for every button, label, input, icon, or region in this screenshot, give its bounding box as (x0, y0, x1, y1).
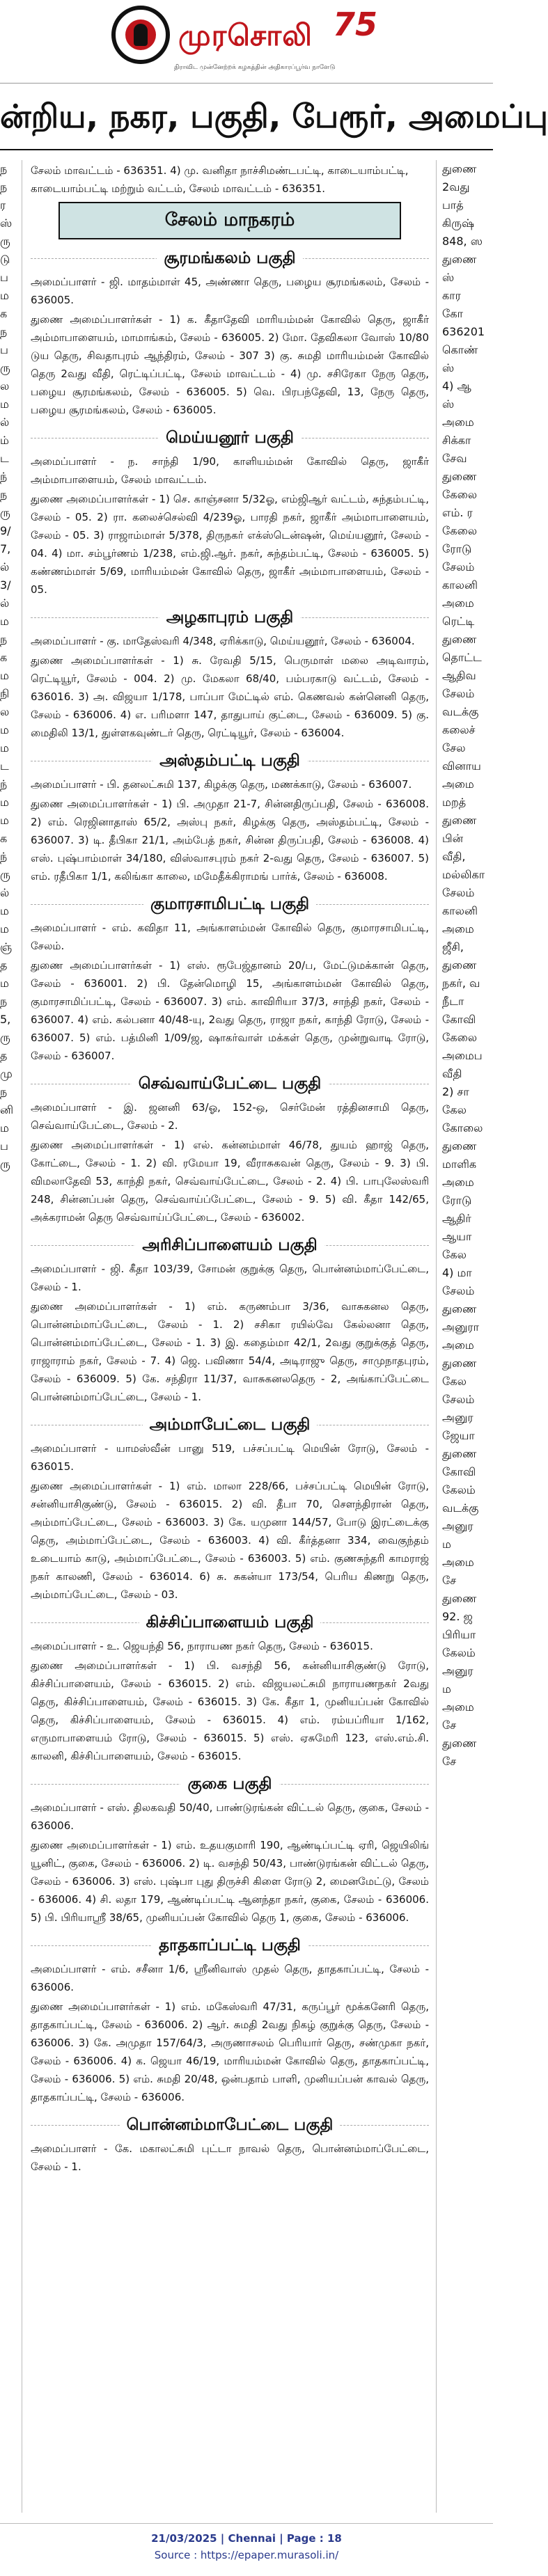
right-column-fragment: 848, ஸ (442, 235, 483, 248)
section-heading (31, 1413, 429, 1437)
right-column-fragment: சே (442, 1755, 457, 1768)
left-column-fragment: ஸ் (0, 216, 13, 230)
left-column-fragment: த (0, 958, 8, 972)
convenor-paragraph: அமைப்பாளர் - ஜி. மாதம்மாள் 45, அண்ணா தெரு, பழைய சூரமங்கலம், சேலம் - 636005. (31, 276, 429, 306)
section-title: மெய்யனூர் பகுதி (159, 429, 301, 447)
left-column-fragment: ம (0, 1121, 9, 1135)
right-column-fragment: சேலம் (442, 1284, 475, 1297)
right-column-fragment: 2) சா (442, 1085, 469, 1098)
edition-info: 21/03/2025 | Chennai | Page : 18 (151, 2532, 342, 2545)
right-column-fragment: துணை (442, 1447, 477, 1460)
left-column-fragment: ந (0, 162, 8, 175)
left-column-fragment: 5, (0, 1013, 11, 1026)
left-column-fragment: ம (0, 814, 9, 827)
section-heading (31, 2113, 429, 2137)
right-column-fragment: துணை (442, 1302, 477, 1315)
left-column-fragment: ரு (0, 1031, 10, 1044)
sections-list (31, 246, 429, 2176)
right-column-fragment: 2வது (442, 180, 470, 193)
right-column-fragment: கோவி (442, 1465, 476, 1478)
right-column-fragment: அமை (442, 1176, 474, 1189)
section-title: செவ்வாய்பேட்டை பகுதி (132, 1075, 329, 1093)
left-column-fragment: க (0, 307, 8, 320)
left-column-fragment: ல் (0, 886, 10, 899)
right-column-fragment: காலனி (442, 904, 478, 917)
right-column-fragment: காலனி (442, 578, 478, 592)
left-column-fragment: ரு (0, 868, 10, 881)
left-column-fragment: ம (0, 741, 9, 754)
convenor-paragraph: அமைப்பாளர் - ந. சாந்தி 1/90, காளியம்மன் கோவில் தெரு, ஜாகீர் அம்மாபாளையம், சேலம் மாவட்டம். (31, 455, 429, 486)
section-heading (31, 749, 429, 773)
left-column-fragment: த (0, 1049, 8, 1062)
right-column-fragment: ஆதிவ (442, 669, 476, 682)
left-column-fragment: ந (0, 488, 8, 501)
right-column-fragment: பிரியா (442, 1628, 476, 1641)
left-column-fragment: ல (0, 379, 10, 393)
left-column-fragment: ந (0, 1085, 8, 1098)
right-column-fragment: அமைப (442, 1049, 483, 1062)
deputy-convenors-paragraph: துணை அமைப்பாளர்கள் - 1) எம். மகேஸ்வரி 47/31, கருப்பூர் மூக்கனேரி தெரு, தாதகாப்பட்டி, சேலம் - 636006. 2) ஆர். சுமதி 2வது நிகழ் குறுக்கு தெரு, சேலம் - 636006. 3) கே. அமுதா 157/64/3, அருணாசலம் பெரியார் தெரு, சண்முகா நகர், சேலம் - 636006. 4) க. ஜெயா 46/19, மாரியம்மன் கோவில் தெரு, தாதகாப்பட்டி, சேலம் - 636006. 5) எம். சுமதி 20/48, ஒன்பதாம் பாளி, முனியப்பன் காவல் தெரு, தாதகாப்பட்டி, சேலம் - 636006. (31, 2000, 429, 2103)
left-adjacent-column (0, 160, 22, 2513)
masthead (0, 0, 493, 84)
right-column-fragment: பின் (442, 832, 464, 845)
convenor-paragraph: அமைப்பாளர் - எம். கவிதா 11, அங்காளம்மன் கோவில் தெரு, குமாரசாமிபட்டி, சேலம். (31, 922, 429, 952)
deputy-convenors-paragraph: துணை அமைப்பாளர்கள் - 1) எஸ். ரூபேஜ்தானம் 20/ப, மேட்டுமக்கான் தெரு, சேலம் - 636001. 2) பி. தேன்மொழி 15, அங்காளம்மன் கோவில் தெரு, குமாரசாமிப்பட்டி, சேலம் - 636007. 3) எம். காவிரியா 37/3, சாந்தி நகர், சேலம் - 636007. 4) எம். கல்பனா 40/48-யு, 2வது தெரு, ராஜா நகர், காந்தி ரோடு, சேலம் - 636007. 5) எம். பத்மினி 1/09/ஜ, ஷாகர்வாள் மக்கள் தெரு, முன்றுவாடி ரோடு, சேலம் - 636007. (31, 959, 429, 1062)
left-column-fragment: ல் (0, 416, 10, 429)
right-column-fragment: அனுர (442, 1664, 473, 1677)
convenor-paragraph: அமைப்பாளர் - உ. ஜெயந்தி 56, நாராயண நகர் தெரு, சேலம் - 636015. (31, 1640, 373, 1652)
left-column-fragment: ந (0, 180, 8, 193)
left-column-fragment: மு (0, 1067, 13, 1080)
left-column-fragment: ப (0, 343, 8, 356)
right-column-fragment: அனுர (442, 1519, 473, 1533)
left-column-fragment: ப (0, 1139, 8, 1153)
right-column-fragment: ரோடு (442, 1194, 472, 1207)
section-title: குகை பகுதி (180, 1775, 279, 1793)
left-column-fragment: டு (0, 253, 10, 266)
left-column-fragment: ம (0, 977, 9, 990)
section-heading (31, 1934, 429, 1957)
right-column-fragment: அமை (442, 1700, 474, 1714)
right-column-fragment: அனுர (442, 1411, 473, 1424)
right-column-fragment: துணை (442, 1592, 477, 1605)
tagline: திராவிட முன்னேற்றக் கழகத்தின் அதிகாரப்பூர்வ நாளேடு (174, 64, 336, 71)
convenor-paragraph: அமைப்பாளர் - எம். சசீனா 1/6, ஸ்ரீனிவாஸ் முதல் தெரு, தாதகாப்பட்டி, சேலம் - 636006. (31, 1963, 429, 1993)
right-column-fragment: துணை (442, 633, 477, 646)
deputy-convenors-paragraph: துணை அமைப்பாளர்கள் - 1) எம். மாலா 228/66, பச்சப்பட்டி மெயின் ரோடு, சன்னியாசிகுண்டு, சேலம் - 636015. 2) வி. தீபா 70, சௌந்திரான் தெரு, அம்மாப்பேட்டை, சேலம் - 636003. 3) கே. யமுனா 144/57, போடு இரட்டைக்கு தெரு, அம்மாப்பேட்டை, சேலம் - 636003. 4) வி. கீர்த்தனா 334, வைகுந்தம் உடையாம் காடு, அம்மாப்பேட்டை, சேலம் - 636003. 5) எம். குணசுந்தரி காமராஜ் நகர் காலணி, சேலம் - 636014. 6) சு. சுகன்யா 173/54, பெரிய கிணறு தெரு, அம்மாப்பேட்டை, சேலம் - 03. (31, 1480, 429, 1601)
right-column-fragment: ஆயா (442, 1230, 472, 1243)
section-heading (31, 1233, 429, 1257)
right-column-fragment: கோ (442, 307, 463, 320)
right-column-fragment: ரெட்டி (442, 615, 475, 628)
left-column-fragment: ட (0, 452, 9, 465)
right-column-fragment: கேலை (442, 524, 478, 537)
left-column-fragment: ம் (0, 434, 9, 447)
right-adjacent-column (436, 160, 493, 2513)
deputy-convenors-paragraph: துணை அமைப்பாளர்கள் - 1) பி. வசந்தி 56, கன்னியாசிகுண்டு ரோடு, கிச்சிப்பாளையம், சேலம் - 636015. 2) எம். விஜயலட்சுமி நாராயணநகர் 2வது தெரு, கிச்சிப்பாளையம், சேலம் - 636015. 3) கே. கீதா 1, முனியப்பன் கோவில் தெரு, கிச்சிப்பாளையம், சேலம் - 636015. 4) எம். ரம்யப்ரியா 1/162, எருமாபாளையம் ரோடு, சேலம் - 636015. 5) எஸ். ஏசுமேரி 123, எஸ்.எம்.சி. காலனி, கிச்சிப்பாளையம், சேலம் - 636015. (31, 1659, 429, 1762)
right-column-fragment: வீதி, (442, 850, 466, 863)
left-column-fragment: நி (0, 687, 10, 700)
left-column-fragment: ர (0, 198, 6, 212)
right-column-fragment: துணை (442, 162, 477, 175)
district-heading: சேலம் மாநகரம் (58, 202, 401, 239)
right-column-fragment: வடக்கு (442, 705, 479, 718)
party-emblem-icon (111, 6, 170, 64)
left-column-fragment: ரு (0, 1157, 10, 1171)
left-column-fragment: ம (0, 904, 9, 917)
section-heading (31, 1072, 429, 1096)
left-column-fragment: ரு (0, 361, 10, 374)
right-column-fragment: வீதி (442, 1067, 462, 1080)
right-column-fragment: நகர், வ (442, 977, 480, 990)
right-column-fragment: நீடா (442, 995, 464, 1008)
left-column-fragment: ந (0, 633, 8, 646)
section-title: சூரமங்கலம் பகுதி (157, 249, 302, 267)
deputy-convenors-paragraph: துணை அமைப்பாளர்கள் - 1) க. கீதாதேவி மாரியம்மன் கோவில் தெரு, ஜாகீர் அம்மாபாளையம், மாமாங்கம், சேலம் - 636005. 2) மோ. தேவிகலா வோஸ் 10/80 டுய தெரு, சிவதாபுரம் ஆந்திரம், சேலம் - 307 3) கு. சுமதி மாரியம்மன் கோவில் தெரு 2வது வீதி, ரெட்டிப்பட்டி, சேலம் மாவட்டம் - 4) மு. சசிரேகா நேரு தெரு, பழைய சூரமங்கலம், சேலம் - 636005. 5) வெ. பிரபந்தேவி, 13, நேரு தெரு, பழைய சூரமங்கலம், சேலம் - 636005. (31, 313, 429, 416)
right-column-fragment: அமை (442, 777, 474, 791)
right-column-fragment: கொண் (442, 343, 478, 356)
right-column-fragment: கார (442, 289, 461, 302)
section-heading (31, 606, 429, 629)
left-column-fragment: ல் (0, 596, 10, 610)
right-column-fragment: துணை (442, 958, 477, 972)
right-column-fragment: தொட்ட (442, 651, 482, 664)
left-column-fragment: ந (0, 995, 8, 1008)
right-column-fragment: ஸ் (442, 271, 455, 284)
right-column-fragment: சேலம் (442, 1393, 475, 1406)
left-column-fragment: ல் (0, 560, 10, 574)
right-column-fragment: கோவி (442, 1013, 476, 1026)
section-title: அரிசிப்பாளையம் பகுதி (135, 1236, 324, 1254)
right-column-fragment: சே (442, 1718, 457, 1732)
section-title: கிச்சிப்பாளையம் பகுதி (139, 1613, 321, 1631)
source-url[interactable]: Source : https://epaper.murasoli.in/ (154, 2549, 339, 2561)
left-column-fragment: ரு (0, 235, 10, 248)
convenor-paragraph: அமைப்பாளர் - எஸ். திலகவதி 50/40, பாண்டுரங்கன் விட்டல் தெரு, குகை, சேலம் - 636006. (31, 1801, 429, 1832)
section-heading (31, 1611, 429, 1634)
section-heading (31, 892, 429, 916)
section-heading (31, 246, 429, 270)
deputy-convenors-paragraph: துணை அமைப்பாளர்கள் - 1) செ. காஞ்சனா 5/32ஓ, எம்ஜிஆர் வட்டம், சுந்தம்பட்டி, சேலம் - 05. 2) ரா. கலைச்செல்வி 4/239ஓ, பாரதி நகர், ஜாகீர் அம்மாபாளையம், சேலம் - 05. 3) ராஜாம்மாள் 5/378, திருநகர் எக்ஸ்டென்ஷன், மெய்யனூர், சேலம் - 04. 4) மா. சம்பூர்ணம் 1/238, எம்.ஜி.ஆர். நகர், சுந்தம்பட்டி, சேலம் - 636005. 5) கண்ணம்மாள் 5/69, மாரியம்மன் கோவில் தெரு, ஜாகீர் அம்மாபாளையம், சேலம் - 05. (31, 493, 429, 596)
right-column-fragment: கேல (442, 1103, 467, 1116)
headline-text: ன்றிய, நகர, பகுதி, பேரூர், அமைப்பு (0, 97, 548, 135)
left-column-fragment: ம (0, 796, 9, 809)
newspaper-logo (111, 6, 383, 64)
deputy-convenors-paragraph: துணை அமைப்பாளர்கள் - 1) சு. ரேவதி 5/15, பெருமாள் மலை அடிவாரம், ரெட்டியூர், சேலம் - 004. 2) மு. மேகலா 68/40, பம்பரகாடு வட்டம், சேலம் - 636016. 3) அ. விஜயா 1/178, பாப்பா மேட்டில் எம். கெணவல் கன்னெனி தெரு, சேலம் - 636006. 4) எ. பரிமளா 147, தாதுபாய் குட்டை, சேலம் - 636009. 5) கு. மைதிலி 13/1, துள்ளகவுண்டர் தெரு, ரெட்டியூர், சேலம் - 636004. (31, 654, 429, 739)
right-column-fragment: 4) மா (442, 1266, 472, 1279)
right-column-fragment: சிக்கா (442, 434, 471, 447)
left-column-fragment: 3/ (0, 578, 11, 592)
section-title: அம்மாபேட்டை பகுதி (143, 1416, 318, 1434)
left-column-fragment: ட (0, 759, 9, 773)
right-column-fragment: 636201 (442, 325, 485, 338)
article-body (31, 161, 429, 2514)
left-column-fragment: ந் (0, 850, 8, 863)
right-column-fragment: அமை (442, 1556, 474, 1569)
right-column-fragment: துணை (442, 1357, 477, 1370)
right-column-fragment: ஜேயா (442, 1429, 475, 1442)
section-title: பொன்னம்மாபேட்டை பகுதி (120, 2116, 340, 2134)
right-column-fragment: துணை (442, 470, 477, 483)
deputy-convenors-paragraph: துணை அமைப்பாளர்கள் - 1) எம். உதயகுமாரி 190, ஆண்டிப்பட்டி ஏரி, ஜெயிலிங் யூனிட், குகை, சேலம் - 636006. 2) டி. வசந்தி 50/43, பாண்டுரங்கன் விட்டல் தெரு, சேலம் - 636006. 3) எஸ். புஷ்பா புது திருச்சி கிளை ரோடு 2, மைனமேட்டு, சேலம் - 636006. 4) சி. லதா 179, ஆண்டிப்பட்டி ஆனந்தா நகர், குகை, சேலம் - 636006. 5) பி. பிரியாஸ்ரீ 38/65, முனியப்பன் கோவில் தெரு 1, குகை, சேலம் - 636006. (31, 1839, 429, 1924)
right-column-fragment: அனுரா (442, 1320, 479, 1334)
right-column-fragment: மல்லிகா (442, 868, 485, 881)
right-column-fragment: கேல (442, 1248, 467, 1261)
right-column-fragment: ம (442, 1538, 451, 1551)
right-column-fragment: அமை (442, 1338, 474, 1352)
right-column-fragment: கேல (442, 1375, 467, 1388)
convenor-paragraph: அமைப்பாளர் - கே. மகாலட்சுமி புட்டா நாவல் தெரு, பொன்னம்மாப்பேட்டை, சேலம் - 1. (31, 2142, 429, 2173)
right-column-fragment: சேலம் (442, 886, 475, 899)
right-column-fragment: துணை (442, 1139, 477, 1153)
convenor-paragraph: அமைப்பாளர் - இ. ஜனனி 63/ஓ, 152-ஒ, செர்மேன் ரத்தினசாமி தெரு, செவ்வாய்பேட்டை, சேலம் - 2. (31, 1101, 429, 1132)
right-column-fragment: துணை (442, 1737, 477, 1750)
right-column-fragment: ம (442, 1682, 451, 1696)
left-column-fragment: ம (0, 922, 9, 935)
section-heading (31, 1772, 429, 1796)
page-footer (0, 2523, 493, 2576)
deputy-convenors-paragraph: துணை அமைப்பாளர்கள் - 1) எம். கருணம்பா 3/36, வாசுகனல தெரு, பொன்னம்மாப்பேட்டை, சேலம் - 1. 2) சசிகா ரயில்வே கேல்லனா தெரு, பொன்னம்மாப்பேட்டை, சேலம் - 1. 3) இ. கதைம்மா 42/1, 2வது குறுக்குத் தெரு, ராஜாராம் நகர், சேலம் - 7. 4) ஜெ. பவிணா 54/4, அடிராஜு தெரு, சாமுநாதபுரம், சேலம் - 636009. 5) கே. சந்திரா 11/37, வாசுகனலதெரு - 2, அங்காப்பேட்டை பொன்னம்மாப்பேட்டை, சேலம் - 1. (31, 1300, 429, 1403)
left-column-fragment: ஞ் (0, 940, 13, 954)
right-column-fragment: ஸ் (442, 361, 455, 374)
right-column-fragment: கேலை (442, 488, 478, 501)
right-column-fragment: பாத் (442, 198, 464, 212)
left-column-fragment: ம (0, 669, 9, 682)
left-column-fragment: ம (0, 615, 9, 628)
right-column-fragment: வடக்கு (442, 1501, 479, 1515)
left-column-fragment: க (0, 651, 8, 664)
right-column-fragment: கோலை (442, 1121, 483, 1135)
left-column-fragment: ந் (0, 470, 8, 483)
right-column-fragment: கேலம் (442, 1646, 476, 1659)
left-column-fragment: ம (0, 397, 9, 411)
right-column-fragment: வினாய (442, 759, 481, 773)
convenor-paragraph: அமைப்பாளர் - யாமஸ்வீன் பானு 519, பச்சப்பட்டி மெயின் ரோடு, சேலம் - 636015. (31, 1442, 429, 1473)
left-column-fragment: ப (0, 271, 8, 284)
left-column-fragment: ந (0, 325, 8, 338)
left-column-fragment: ல (0, 705, 10, 718)
right-column-fragment: மாளிக (442, 1157, 477, 1171)
right-column-fragment: ஸ் (442, 397, 455, 411)
right-column-fragment: துணை (442, 814, 477, 827)
left-column-fragment: ம (0, 289, 9, 302)
right-column-fragment: சேல (442, 741, 466, 754)
right-column-fragment: 92. ஜ (442, 1610, 473, 1623)
left-column-fragment: ம (0, 723, 9, 736)
right-column-fragment: அமை (442, 416, 474, 429)
right-column-fragment: சேலம் (442, 560, 475, 574)
section-title: அஸ்தம்பட்டி பகுதி (152, 752, 307, 770)
intro-paragraph: சேலம் மாவட்டம் - 636351. 4) மு. வனிதா நாச்சிமண்டபட்டி, காடையாம்பட்டி, காடையாம்பட்டி மற்றும் வட்டம், சேலம் மாவட்டம் - 636351. (31, 164, 409, 195)
right-column-fragment: கேலம் (442, 1483, 476, 1496)
right-column-fragment: கிருஷ் (442, 216, 474, 230)
section-title: தாதகாப்பட்டி பகுதி (152, 1936, 308, 1954)
right-column-fragment: எம். ர (442, 506, 473, 519)
left-column-fragment: க (0, 832, 8, 845)
right-column-fragment: ஆதிர் (442, 1212, 471, 1225)
left-column-fragment: னி (0, 1103, 14, 1116)
right-column-fragment: சே (442, 1574, 457, 1587)
convenor-paragraph: அமைப்பாளர் - ஜி. கீதா 103/39, சோமன் குறுக்கு தெரு, பொன்னம்மாப்பேட்டை, சேலம் - 1. (31, 1263, 429, 1293)
left-column-fragment: 7, (0, 542, 11, 555)
right-column-fragment: சேலம் (442, 687, 475, 700)
section-heading (31, 426, 429, 450)
convenor-paragraph: அமைப்பாளர் - பி. தனலட்சுமி 137, கிழக்கு தெரு, மணக்காடு, சேலம் - 636007. (31, 778, 412, 791)
left-column-fragment: ரு (0, 506, 10, 519)
left-column-fragment: ந் (0, 777, 8, 791)
left-column-fragment: 9/ (0, 524, 11, 537)
right-column-fragment: கேலை (442, 1031, 478, 1044)
headline-banner (0, 84, 548, 150)
deputy-convenors-paragraph: துணை அமைப்பாளர்கள் - 1) பி. அமுதா 21-7, சின்னதிருப்பதி, சேலம் - 636008. 2) எம். ரெஜினாதாஸ் 65/2, அஸ்பு நகர், கிழக்கு தெரு, அஸ்தம்பட்டி, சேலம் - 636007. 3) டி. தீபிகா 21/1, அம்பேத் நகர், சின்ன திருப்பதி, சேலம் - 636008. 4) எஸ். புஷ்பாம்மாள் 34/180, விஸ்வாசபுரம் நகர் 2-வது தெரு, சேலம் - 636007. 5) எம். ரதீபிகா 1/1, கலிங்கா காலை, மமேதீக்கிராமங் பார்க், சேலம் - 636008. (31, 798, 429, 883)
right-column-fragment: சேவ (442, 452, 467, 465)
convenor-paragraph: அமைப்பாளர் - கு. மாதேஸ்வரி 4/348, ஏரிக்காடு, மெய்யனூர், சேலம் - 636004. (31, 635, 415, 647)
right-column-fragment: ரோடு (442, 542, 472, 555)
section-title: அழகாபுரம் பகுதி (159, 608, 301, 626)
right-column-fragment: துணை (442, 253, 477, 266)
right-column-fragment: அமை (442, 922, 474, 935)
right-column-fragment: மறத் (442, 796, 467, 809)
right-column-fragment: அமை (442, 596, 474, 610)
right-column-fragment: ஜீசி, (442, 940, 464, 954)
deputy-convenors-paragraph: துணை அமைப்பாளர்கள் - 1) எல். கன்னம்மாள் 46/78, துயம் ஹாஜ் தெரு, கோட்டை, சேலம் - 1. 2) வி. ரமேயா 19, வீராசுகவன் தெரு, சேலம் - 9. 3) பி. விமலாதேவி 53, காந்தி நகர், செவ்வாய்பேட்டை, சேலம் - 2. 4) பி. பாபுலேஸ்வரி 248, சின்னப்பன் தெரு, செவ்வாய்ப்பேட்டை, சேலம் - 9. 5) வி. கீதா 142/65, அக்கராமன் தெரு செவ்வாய்ப்பேட்டை, சேலம் - 636002. (31, 1139, 429, 1224)
logo-text: முரசொலி (178, 18, 313, 52)
anniversary-mark: 75 (333, 6, 378, 43)
right-column-fragment: 4) ஆ (442, 379, 471, 393)
right-column-fragment: கலைச் (442, 723, 476, 736)
section-title: குமாரசாமிபட்டி பகுதி (143, 895, 316, 913)
